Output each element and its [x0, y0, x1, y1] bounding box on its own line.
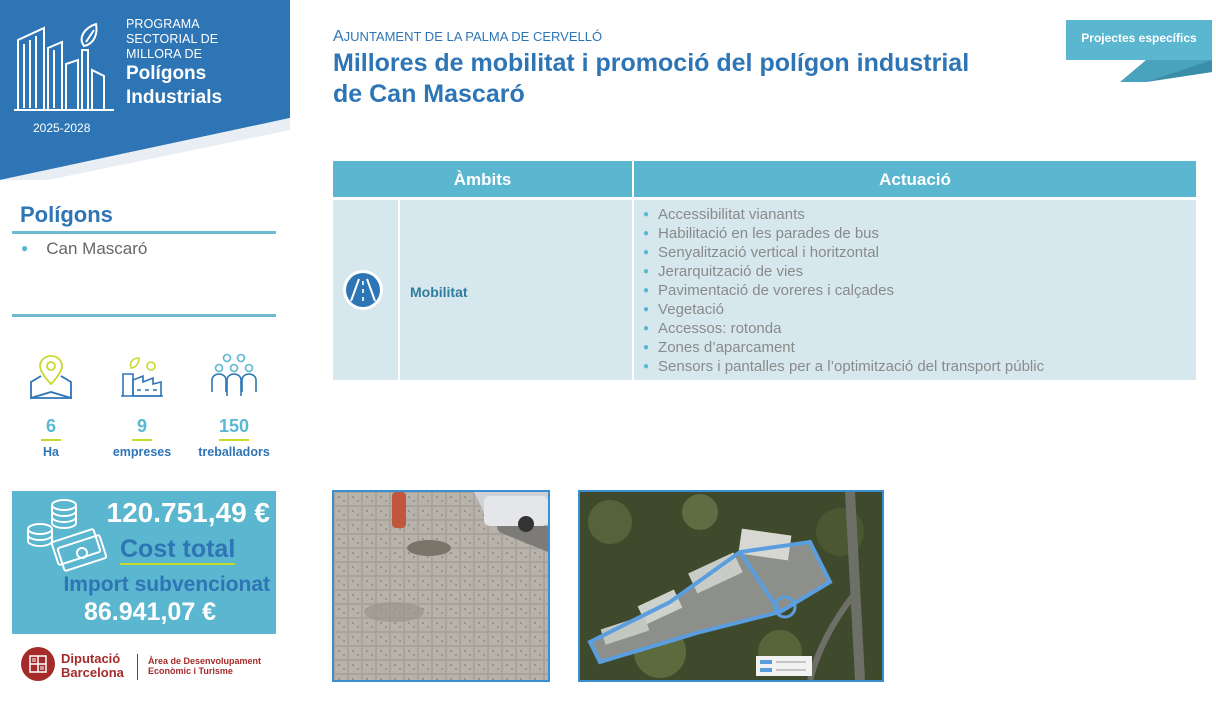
aerial-map-image [580, 492, 882, 680]
area-line-2: Econòmic i Turisme [148, 666, 233, 676]
subsidy-amount: 86.941,07 € [84, 598, 217, 626]
program-line-3: MILLORA DE [126, 47, 203, 61]
list-item [643, 243, 1044, 262]
bullet-icon: ● [643, 228, 650, 239]
diputacio-name [61, 652, 124, 680]
action-text: Sensors i pantalles per a l’optimització del transport públic [658, 358, 1045, 375]
aerial-map-photo [578, 490, 884, 682]
column-header-actuacio: Actuació [634, 161, 1196, 197]
action-text: Habilitació en les parades de bus [658, 225, 880, 242]
page-title [333, 48, 1033, 110]
stat-value: 150 [219, 416, 249, 441]
bullet-icon: ● [643, 361, 650, 372]
stat-label: empreses [112, 445, 172, 459]
action-text: Zones d’aparcament [658, 339, 795, 356]
sidewalk-image [334, 492, 548, 680]
ambit-label: Mobilitat [410, 284, 468, 300]
program-line-2: SECTORIAL DE [126, 32, 219, 46]
total-cost-label: Cost total [120, 535, 236, 563]
workers-group-icon [209, 352, 259, 402]
action-text: Pavimentació de voreres i calçades [658, 282, 894, 299]
stat-companies [97, 352, 187, 459]
list-item [643, 262, 1044, 281]
entity-initial: A [333, 28, 344, 45]
entity-rest: JUNTAMENT DE LA PALMA DE CERVELLÓ [343, 29, 603, 44]
tag-fold-shape [1120, 58, 1212, 86]
action-text: Senyalització vertical i horitzontal [658, 244, 879, 261]
stat-label: Ha [43, 445, 59, 459]
list-item [643, 224, 1044, 243]
program-title [126, 17, 222, 110]
actions-list [643, 205, 1044, 376]
subsidy-label: Import subvencionat [63, 573, 270, 596]
entity-name [333, 28, 602, 46]
org-line-1: Diputació [61, 651, 121, 666]
action-text: Jerarquització de vies [658, 263, 804, 280]
column-header-ambits: Àmbits [333, 161, 632, 197]
area-name [148, 656, 261, 676]
program-bold-2: Industrials [126, 87, 223, 108]
area-line-1: Àrea de Desenvolupament [148, 656, 262, 666]
heading-divider [12, 231, 276, 234]
list-item [643, 300, 1044, 319]
list-item [643, 319, 1044, 338]
road-icon [342, 269, 384, 311]
bullet-icon: ● [643, 304, 650, 315]
bullet-icon: ● [643, 209, 650, 220]
poligons-heading: Polígons [20, 202, 113, 227]
action-text: Accessibilitat vianants [658, 206, 805, 223]
bullet-icon: ● [643, 323, 650, 334]
bullet-icon: ● [643, 247, 650, 258]
section-divider [12, 314, 276, 317]
stat-value: 9 [132, 416, 152, 441]
list-item [643, 357, 1044, 376]
org-line-2: Barcelona [61, 665, 124, 680]
footer-separator [137, 654, 138, 680]
bullet-icon: ● [643, 285, 650, 296]
title-line-1: Millores de mobilitat i promoció del polígon industrial [333, 49, 970, 77]
bullet-icon: ● [643, 342, 650, 353]
projects-tag: Projectes específics [1066, 20, 1212, 60]
poligon-list-item [21, 239, 147, 259]
cost-panel [12, 491, 276, 634]
diputacio-logo [20, 646, 56, 682]
bullet-icon: ● [643, 266, 650, 277]
location-map-icon [27, 352, 75, 402]
industrial-buildings-logo [14, 20, 114, 114]
stat-workers [189, 352, 279, 459]
program-bold-1: Polígons [126, 63, 207, 84]
poligon-name: Can Mascaró [46, 239, 148, 258]
list-item [643, 205, 1044, 224]
list-item [643, 338, 1044, 357]
bullet-icon: ● [21, 241, 29, 255]
stat-area [6, 352, 96, 459]
factory-icon [117, 352, 167, 402]
program-years: 2025-2028 [33, 121, 91, 135]
action-text: Vegetació [658, 301, 724, 318]
sidewalk-photo [332, 490, 550, 682]
title-line-2: de Can Mascaró [333, 80, 525, 108]
action-text: Accessos: rotonda [658, 320, 782, 337]
coins-money-icon [22, 495, 112, 575]
stat-value: 6 [41, 416, 61, 441]
stat-label: treballadors [198, 445, 270, 459]
total-cost-amount: 120.751,49 € [106, 497, 270, 528]
program-line-1: PROGRAMA [126, 17, 200, 31]
list-item [643, 281, 1044, 300]
